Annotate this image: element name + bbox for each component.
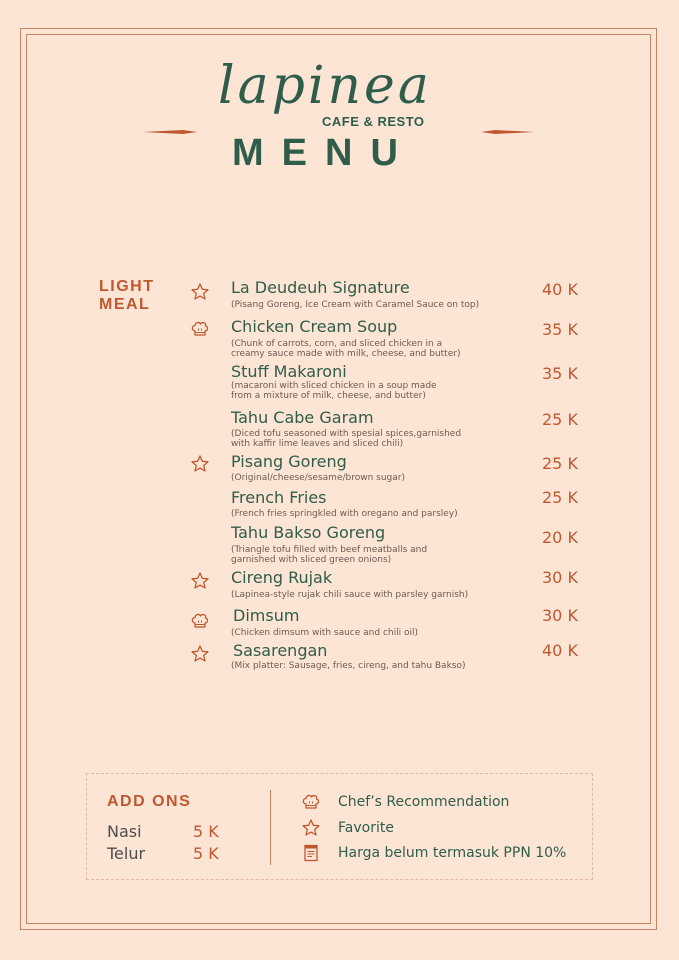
star-icon	[190, 454, 210, 474]
item-description: (French fries springkled with oregano and parsley)	[231, 509, 458, 519]
section-label-line2: MEAL	[99, 296, 151, 313]
brand-logo: lapinea	[218, 56, 432, 116]
legend-text: Harga belum termasuk PPN 10%	[338, 845, 567, 861]
section-label-light-meal	[99, 278, 155, 314]
item-name: Sasarengan	[233, 641, 328, 660]
item-description: (Lapinea-style rujak chili sauce with parsley garnish)	[231, 590, 469, 600]
item-name: Dimsum	[233, 606, 300, 625]
item-description: (Pisang Goreng, Ice Cream with Caramel Sauce on top)	[231, 300, 480, 310]
item-description: (macaroni with sliced chicken in a soup made from a mixture of milk, cheese, and butter)	[231, 381, 437, 401]
item-name: Cireng Rujak	[231, 568, 333, 587]
item-price: 25 K	[542, 454, 578, 473]
addon-name: Telur	[107, 844, 146, 863]
star-icon	[190, 644, 210, 664]
addons-divider	[270, 790, 271, 865]
item-description: (Diced tofu seasoned with spesial spices,garnished with kaffir lime leaves and sliced chili)	[231, 429, 462, 449]
item-name: Tahu Bakso Goreng	[231, 523, 386, 542]
item-description: (Chunk of carrots, corn, and sliced chicken in a creamy sauce made with milk, cheese, and butter)	[231, 339, 461, 359]
item-price: 35 K	[542, 364, 578, 383]
item-description: (Mix platter: Sausage, fries, cireng, and tahu Bakso)	[231, 661, 466, 671]
addon-name: Nasi	[107, 822, 142, 841]
chef-hat-icon	[301, 792, 321, 812]
item-price: 40 K	[542, 641, 578, 660]
item-name: Chicken Cream Soup	[231, 317, 398, 336]
legend-text: Chef’s Recommendation	[338, 794, 510, 810]
menu-title: MENU	[232, 132, 416, 174]
item-description: (Chicken dimsum with sauce and chili oil)	[231, 628, 418, 638]
chef-hat-icon	[190, 319, 210, 339]
item-price: 30 K	[542, 568, 578, 587]
item-price: 25 K	[542, 410, 578, 429]
item-name: Pisang Goreng	[231, 452, 347, 471]
addons-title: ADD ONS	[107, 793, 192, 810]
item-description: (Triangle tofu filled with beef meatballs and garnished with sliced green onions)	[231, 545, 428, 565]
left-ornament-icon	[143, 126, 197, 138]
star-icon	[190, 571, 210, 591]
section-label-line1: LIGHT	[99, 278, 155, 295]
brand-subtitle: CAFE & RESTO	[322, 114, 425, 129]
item-price: 40 K	[542, 280, 578, 299]
item-price: 35 K	[542, 320, 578, 339]
item-name: Stuff Makaroni	[231, 362, 347, 381]
item-price: 20 K	[542, 528, 578, 547]
receipt-icon	[301, 843, 321, 863]
legend-text: Favorite	[338, 820, 394, 836]
addon-price: 5 K	[193, 844, 219, 863]
item-price: 30 K	[542, 606, 578, 625]
item-name: La Deudeuh Signature	[231, 278, 410, 297]
right-ornament-icon	[481, 126, 535, 138]
chef-hat-icon	[190, 611, 210, 631]
addon-price: 5 K	[193, 822, 219, 841]
item-description: (Original/cheese/sesame/brown sugar)	[231, 473, 405, 483]
star-icon	[190, 282, 210, 302]
item-price: 25 K	[542, 488, 578, 507]
item-name: Tahu Cabe Garam	[231, 408, 374, 427]
item-name: French Fries	[231, 488, 327, 507]
star-icon	[301, 818, 321, 838]
